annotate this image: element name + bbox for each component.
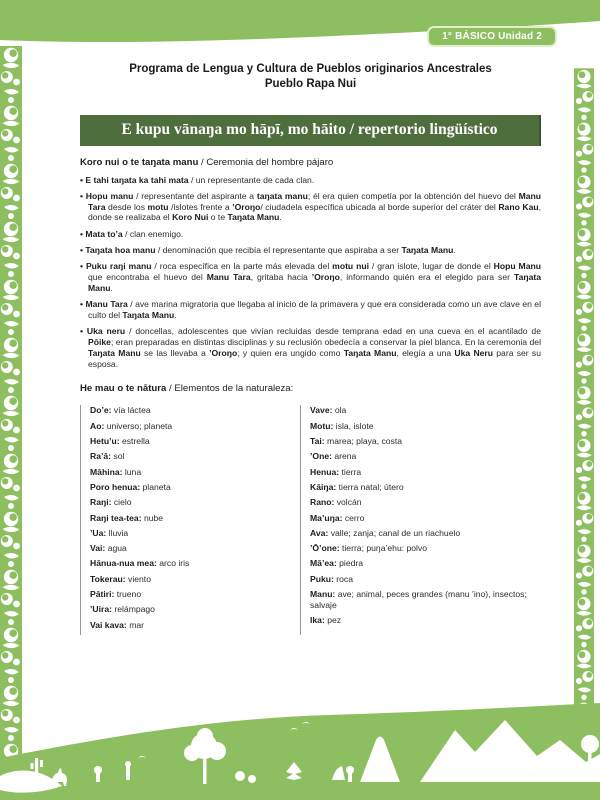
program-title-line1: Programa de Lengua y Cultura de Pueblos originarios Ancestrales <box>129 63 492 75</box>
vocab-term: Vai kava: <box>90 619 130 630</box>
term-bold: Mata to’a <box>85 228 123 239</box>
term-bold: ’Oroŋo <box>209 347 238 358</box>
vocab-definition: agua <box>107 543 127 554</box>
vocab-term: Rano: <box>310 497 337 508</box>
vocab-entry <box>310 482 541 493</box>
vocab-entry <box>310 558 541 569</box>
vocab-definition: pez <box>327 614 342 625</box>
vocab-definition: universo; planeta <box>106 420 173 431</box>
bullet-item <box>80 175 541 186</box>
vocab-term: Ava: <box>310 527 331 538</box>
text-run: / ave marina migratoria que llegaba al inicio de la primavera y que era considerada como un ave clave en el culto del <box>88 299 541 320</box>
bullet-item <box>80 245 541 256</box>
vocab-entry <box>90 482 300 493</box>
section-banner-title: E kupu vānaŋa mo hāpī, mo hāito / repertorio lingüístico <box>121 121 498 138</box>
bullet-list <box>80 175 541 370</box>
term-bold: taŋata manu <box>256 190 308 201</box>
koru-pattern-left-icon <box>0 46 22 776</box>
term-bold: Puku raŋi manu <box>85 261 152 272</box>
vocab-entry <box>90 528 300 539</box>
vocab-definition: isla, islote <box>335 420 374 431</box>
koru-pattern-right-icon <box>574 36 594 746</box>
bullet-marker: • <box>80 244 86 255</box>
vocab-table <box>80 405 541 634</box>
vocab-term: Manu: <box>310 589 338 600</box>
nature-heading <box>80 383 541 395</box>
term-bold: Hopu manu <box>85 190 134 201</box>
vocab-entry <box>310 513 541 524</box>
bullet-item <box>80 261 541 293</box>
vocab-definition: planeta <box>142 481 171 492</box>
text-run: ; y quien era ungido como <box>237 347 344 358</box>
vocab-entry <box>310 467 541 478</box>
bullet-marker: • <box>80 174 86 185</box>
text-run: / clan enemigo. <box>122 228 184 239</box>
text-run: / representante del aspirante a <box>133 190 257 201</box>
term-bold: Pōike <box>88 337 111 348</box>
vocab-term: Mā’ea: <box>310 558 340 569</box>
term-bold: Taŋata Manu <box>401 244 454 255</box>
text-run: se las llevaba a <box>140 347 210 358</box>
text-run: /islotes frente a <box>168 201 233 212</box>
vocab-term: Hānua-nua mea: <box>90 558 160 569</box>
vocab-term: ’Uira: <box>90 604 115 615</box>
vocab-definition: ave; animal, peces grandes (manu ’ino), insectos; salvaje <box>310 589 527 610</box>
vocab-term: ’One: <box>310 451 335 462</box>
vocab-definition: nube <box>143 512 164 523</box>
vocab-definition: trueno <box>116 589 142 600</box>
vocab-definition: ola <box>334 405 347 416</box>
vocab-term: Tai: <box>310 436 328 447</box>
vocab-term: Raŋi: <box>90 497 114 508</box>
vocab-entry <box>310 405 541 416</box>
vocab-term: Do’e: <box>90 405 114 416</box>
vocab-entry <box>90 421 300 432</box>
vocab-term: Ika: <box>310 614 328 625</box>
bullet-item <box>80 326 541 369</box>
vocab-entry <box>310 528 541 539</box>
text-run: / gran islote, lugar de donde el <box>368 261 494 272</box>
term-bold: ’Oroŋo <box>232 201 261 212</box>
vocab-term: Vave: <box>310 405 335 416</box>
vocab-definition: vía láctea <box>113 405 151 416</box>
vocab-term: Henua: <box>310 466 342 477</box>
vocab-definition: luna <box>124 466 142 477</box>
vocab-entry <box>90 620 300 631</box>
text-run: , donde se realizaba el <box>88 201 541 223</box>
bullet-marker: • <box>80 299 86 310</box>
term-bold: E tahi taŋata ka tahi mata <box>85 174 189 185</box>
text-run: . <box>174 309 177 320</box>
term-bold: Manu Tara <box>85 299 128 310</box>
term-bold: Manu Tara <box>206 272 251 283</box>
vocab-term: Tokerau: <box>90 573 129 584</box>
vocab-term: ’Ua: <box>90 527 109 538</box>
ceremony-heading-rest: / Ceremonia del hombre pájaro <box>198 157 334 168</box>
nature-heading-term: He mau o te nātura <box>80 383 167 395</box>
vocab-term: Ra’ā: <box>90 451 114 462</box>
text-run: / roca específica en la parte más elevada del <box>151 261 333 272</box>
vocab-term: Vai: <box>90 543 108 554</box>
nature-heading-rest: / Elementos de la naturaleza: <box>166 383 294 395</box>
vocab-definition: mar <box>129 619 144 630</box>
text-run: para ser su esposa. <box>88 347 542 369</box>
vocab-entry <box>90 558 300 569</box>
vocab-entry <box>310 451 541 462</box>
vocab-definition: tierra <box>341 466 362 477</box>
text-run: que encontraba el huevo del <box>88 272 207 283</box>
vocab-entry <box>310 615 541 626</box>
vocab-entry <box>90 436 300 447</box>
vocab-entry <box>310 421 541 432</box>
vocab-definition: arena <box>334 451 357 462</box>
vocab-definition: relámpago <box>114 604 155 615</box>
term-bold: Koro Nui <box>172 212 209 223</box>
vocab-definition: arco iris <box>159 558 190 569</box>
vocab-entry <box>310 436 541 447</box>
vocab-definition: lluvia <box>108 527 129 538</box>
program-title <box>80 62 541 92</box>
bullet-item <box>80 229 541 240</box>
vocab-entry <box>310 589 541 610</box>
term-bold: motu nui <box>332 261 369 272</box>
vocab-entry <box>310 497 541 508</box>
term-bold: ’Oroŋo <box>311 272 340 283</box>
vocab-entry <box>310 543 541 554</box>
vocab-term: Kāiŋa: <box>310 481 339 492</box>
bullet-marker: • <box>80 326 87 337</box>
text-run: ; él era quien competía por la obtención del huevo del <box>307 190 519 201</box>
vocab-definition: cielo <box>113 497 132 508</box>
vocab-entry <box>90 497 300 508</box>
term-bold: Taŋata Manu <box>88 272 542 293</box>
text-run: , gritaba hacia <box>250 272 312 283</box>
term-bold: Uka Neru <box>454 347 494 358</box>
vocab-definition: piedra <box>339 558 364 569</box>
term-bold: Hopu Manu <box>493 261 541 272</box>
text-run: . <box>110 282 113 293</box>
vocab-definition: viento <box>128 573 151 584</box>
document-content <box>80 62 541 635</box>
text-run: ; eran preparadas en distintas disciplinas y su reclusión obedecía a conservar la piel blanca. En la ceremonia del <box>110 337 541 348</box>
vocab-term: Motu: <box>310 420 336 431</box>
bullet-item <box>80 299 541 321</box>
term-bold: Taŋata Manu <box>88 347 141 358</box>
landscape-silhouette-icon <box>0 700 600 800</box>
ceremony-heading <box>80 157 541 169</box>
term-bold: Manu Tara <box>88 190 541 212</box>
term-bold: Taŋata hoa manu <box>85 244 156 255</box>
vocab-column-right <box>300 405 541 634</box>
unit-badge-label: 1° BÁSICO Unidad 2 <box>442 31 542 42</box>
term-bold: Taŋata Manu <box>122 309 175 320</box>
program-title-line2: Pueblo Rapa Nui <box>264 78 357 90</box>
vocab-definition: sol <box>113 451 125 462</box>
vocab-definition: estrella <box>121 436 150 447</box>
vocab-term: Poro henua: <box>90 481 143 492</box>
text-run: / un representante de cada clan. <box>188 174 315 185</box>
vocab-entry <box>90 467 300 478</box>
bullet-marker: • <box>80 190 86 201</box>
term-bold: Rano Kau <box>498 201 539 212</box>
vocab-term: Ma’uŋa: <box>310 512 345 523</box>
bullet-marker: • <box>80 228 86 239</box>
vocab-entry <box>90 513 300 524</box>
vocab-term: Pātiri: <box>90 589 117 600</box>
term-bold: Taŋata Manu <box>343 347 397 358</box>
vocab-entry <box>310 574 541 585</box>
text-run: o te <box>208 212 228 223</box>
section-banner <box>80 115 541 146</box>
text-run: , informando quién era el elegido para ser <box>339 272 514 283</box>
vocab-entry <box>90 451 300 462</box>
term-bold: Uka neru <box>86 326 126 337</box>
vocab-definition: tierra natal; útero <box>338 481 404 492</box>
vocab-entry <box>90 604 300 615</box>
vocab-entry <box>90 574 300 585</box>
vocab-definition: valle; zanja; canal de un riachuelo <box>330 527 461 538</box>
bullet-item <box>80 191 541 223</box>
vocab-definition: volcán <box>336 497 362 508</box>
vocab-column-left <box>80 405 300 634</box>
vocab-definition: tierra; puŋa’ehu: polvo <box>342 543 428 554</box>
text-run: , elegía a una <box>396 347 455 358</box>
vocab-term: Hetu’u: <box>90 436 122 447</box>
text-run: . <box>279 212 282 223</box>
vocab-term: Māhina: <box>90 466 125 477</box>
bullet-marker: • <box>80 261 86 272</box>
text-run: / doncellas, adolescentes que vivían recluidas desde temprana edad en una cueva en el acantilado de <box>125 326 541 337</box>
text-run: / ciudadela específica ubicada al borde superior del cráter del <box>260 201 499 212</box>
vocab-term: ’Ō’one: <box>310 543 342 554</box>
ceremony-heading-term: Koro nui o te taŋata manu <box>80 157 199 168</box>
vocab-definition: marea; playa, costa <box>327 436 403 447</box>
vocab-definition: roca <box>336 573 353 584</box>
term-bold: Taŋata Manu <box>227 212 280 223</box>
vocab-entry <box>90 405 300 416</box>
text-run: / denominación que recibía el representante que aspiraba a ser <box>155 244 402 255</box>
vocab-definition: cerro <box>344 512 365 523</box>
term-bold: motu <box>147 201 169 212</box>
vocab-entry <box>90 543 300 554</box>
vocab-term: Ao: <box>90 420 107 431</box>
unit-badge <box>427 26 557 47</box>
text-run: . <box>453 244 456 255</box>
vocab-entry <box>90 589 300 600</box>
vocab-term: Puku: <box>310 573 337 584</box>
vocab-term: Raŋi tea-tea: <box>90 512 144 523</box>
text-run: desde los <box>105 201 148 212</box>
